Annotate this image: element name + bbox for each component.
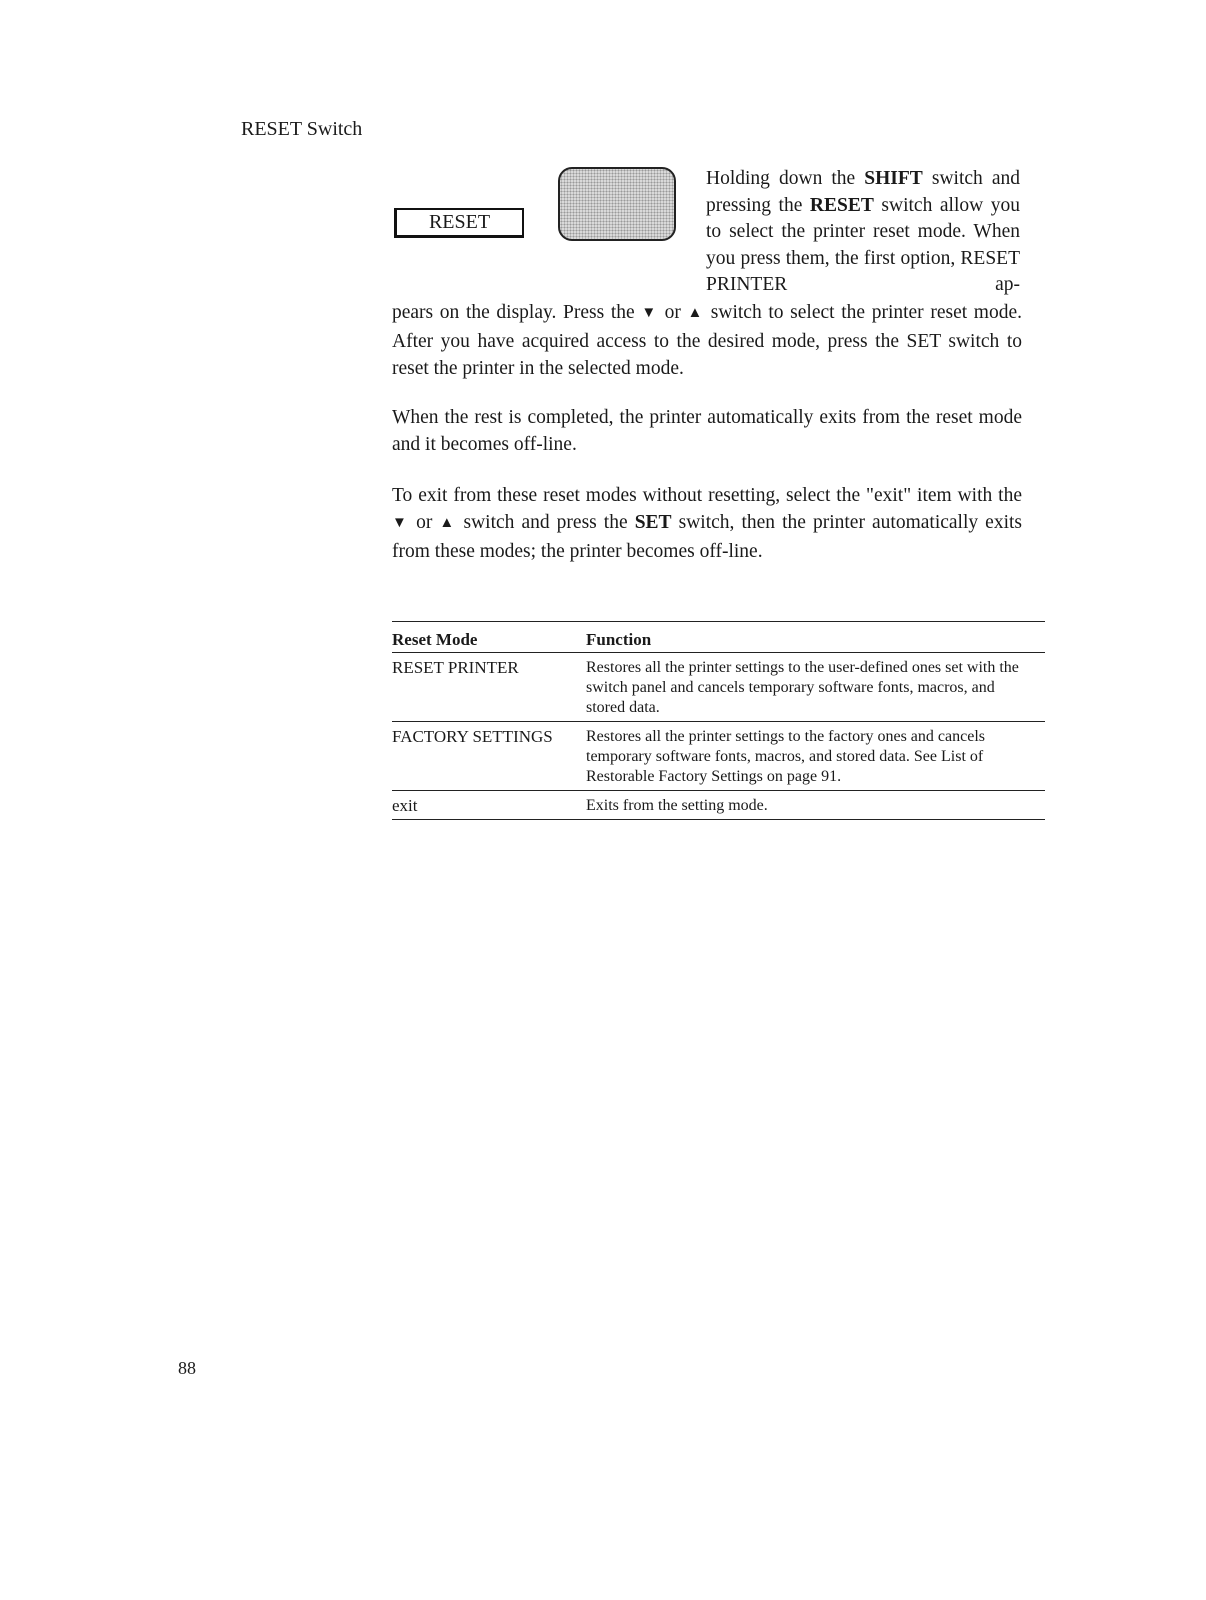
or-text: or bbox=[664, 302, 681, 323]
table-row bbox=[392, 722, 1045, 791]
or-text: or bbox=[416, 512, 433, 533]
table-row bbox=[392, 791, 1045, 820]
reset-label-box bbox=[394, 208, 524, 238]
intro-text-b: switch and pressing the bbox=[706, 168, 1020, 216]
intro-cont-text-b: switch to select the printer reset mode. After you have acquired access to the desired mode, press the SET switch to reset the printer in the selected mode. bbox=[392, 302, 1022, 379]
exit-paragraph bbox=[392, 482, 1022, 565]
mode-cell: exit bbox=[392, 791, 586, 820]
reset-keyword: RESET bbox=[809, 194, 874, 216]
header-reset-mode: Reset Mode bbox=[392, 622, 586, 653]
function-cell: Exits from the setting mode. bbox=[586, 791, 1045, 820]
exit-text-b: switch and press the bbox=[463, 512, 628, 533]
table-row bbox=[392, 653, 1045, 722]
section-title: RESET Switch bbox=[241, 118, 363, 140]
intro-text-c: switch allow you to select the printer reset mode. When you press them, the first option, RESET PRINTER ap- bbox=[706, 194, 1020, 295]
reset-key-illustration bbox=[558, 167, 676, 241]
intro-float-text bbox=[706, 166, 1020, 299]
function-cell: Restores all the printer settings to the factory ones and cancels temporary software fonts, macros, and stored data. See List of Restorable Factory Settings on page 91. bbox=[586, 722, 1045, 791]
function-cell: Restores all the printer settings to the user-defined ones set with the switch panel and cancels temporary software fonts, macros, and stored data. bbox=[586, 653, 1045, 722]
shift-keyword: SHIFT bbox=[864, 168, 923, 189]
intro-cont-text-a: pears on the display. Press the bbox=[392, 302, 635, 323]
completion-paragraph: When the rest is completed, the printer automatically exits from the reset mode and it becomes off-line. bbox=[392, 407, 1022, 455]
mode-cell: FACTORY SETTINGS bbox=[392, 722, 586, 791]
down-arrow-icon: ▼ bbox=[392, 515, 410, 531]
down-arrow-icon: ▼ bbox=[641, 305, 658, 321]
reset-label-text: RESET bbox=[428, 211, 491, 233]
up-arrow-icon: ▲ bbox=[687, 305, 705, 321]
reset-mode-table bbox=[392, 621, 1045, 820]
table-header-row bbox=[392, 622, 1045, 653]
exit-text-a: To exit from these reset modes without resetting, select the "exit" item with the bbox=[392, 485, 1022, 506]
intro-text-a: Holding down the bbox=[706, 168, 856, 189]
mode-cell: RESET PRINTER bbox=[392, 653, 586, 722]
header-function: Function bbox=[586, 622, 1045, 653]
intro-continuation bbox=[392, 299, 1022, 382]
page-number: 88 bbox=[178, 1358, 196, 1378]
set-keyword: SET bbox=[634, 512, 672, 533]
exit-text-c: switch, then the printer automatically exits from these modes; the printer becomes off-line. bbox=[392, 512, 1023, 562]
up-arrow-icon: ▲ bbox=[439, 515, 457, 531]
